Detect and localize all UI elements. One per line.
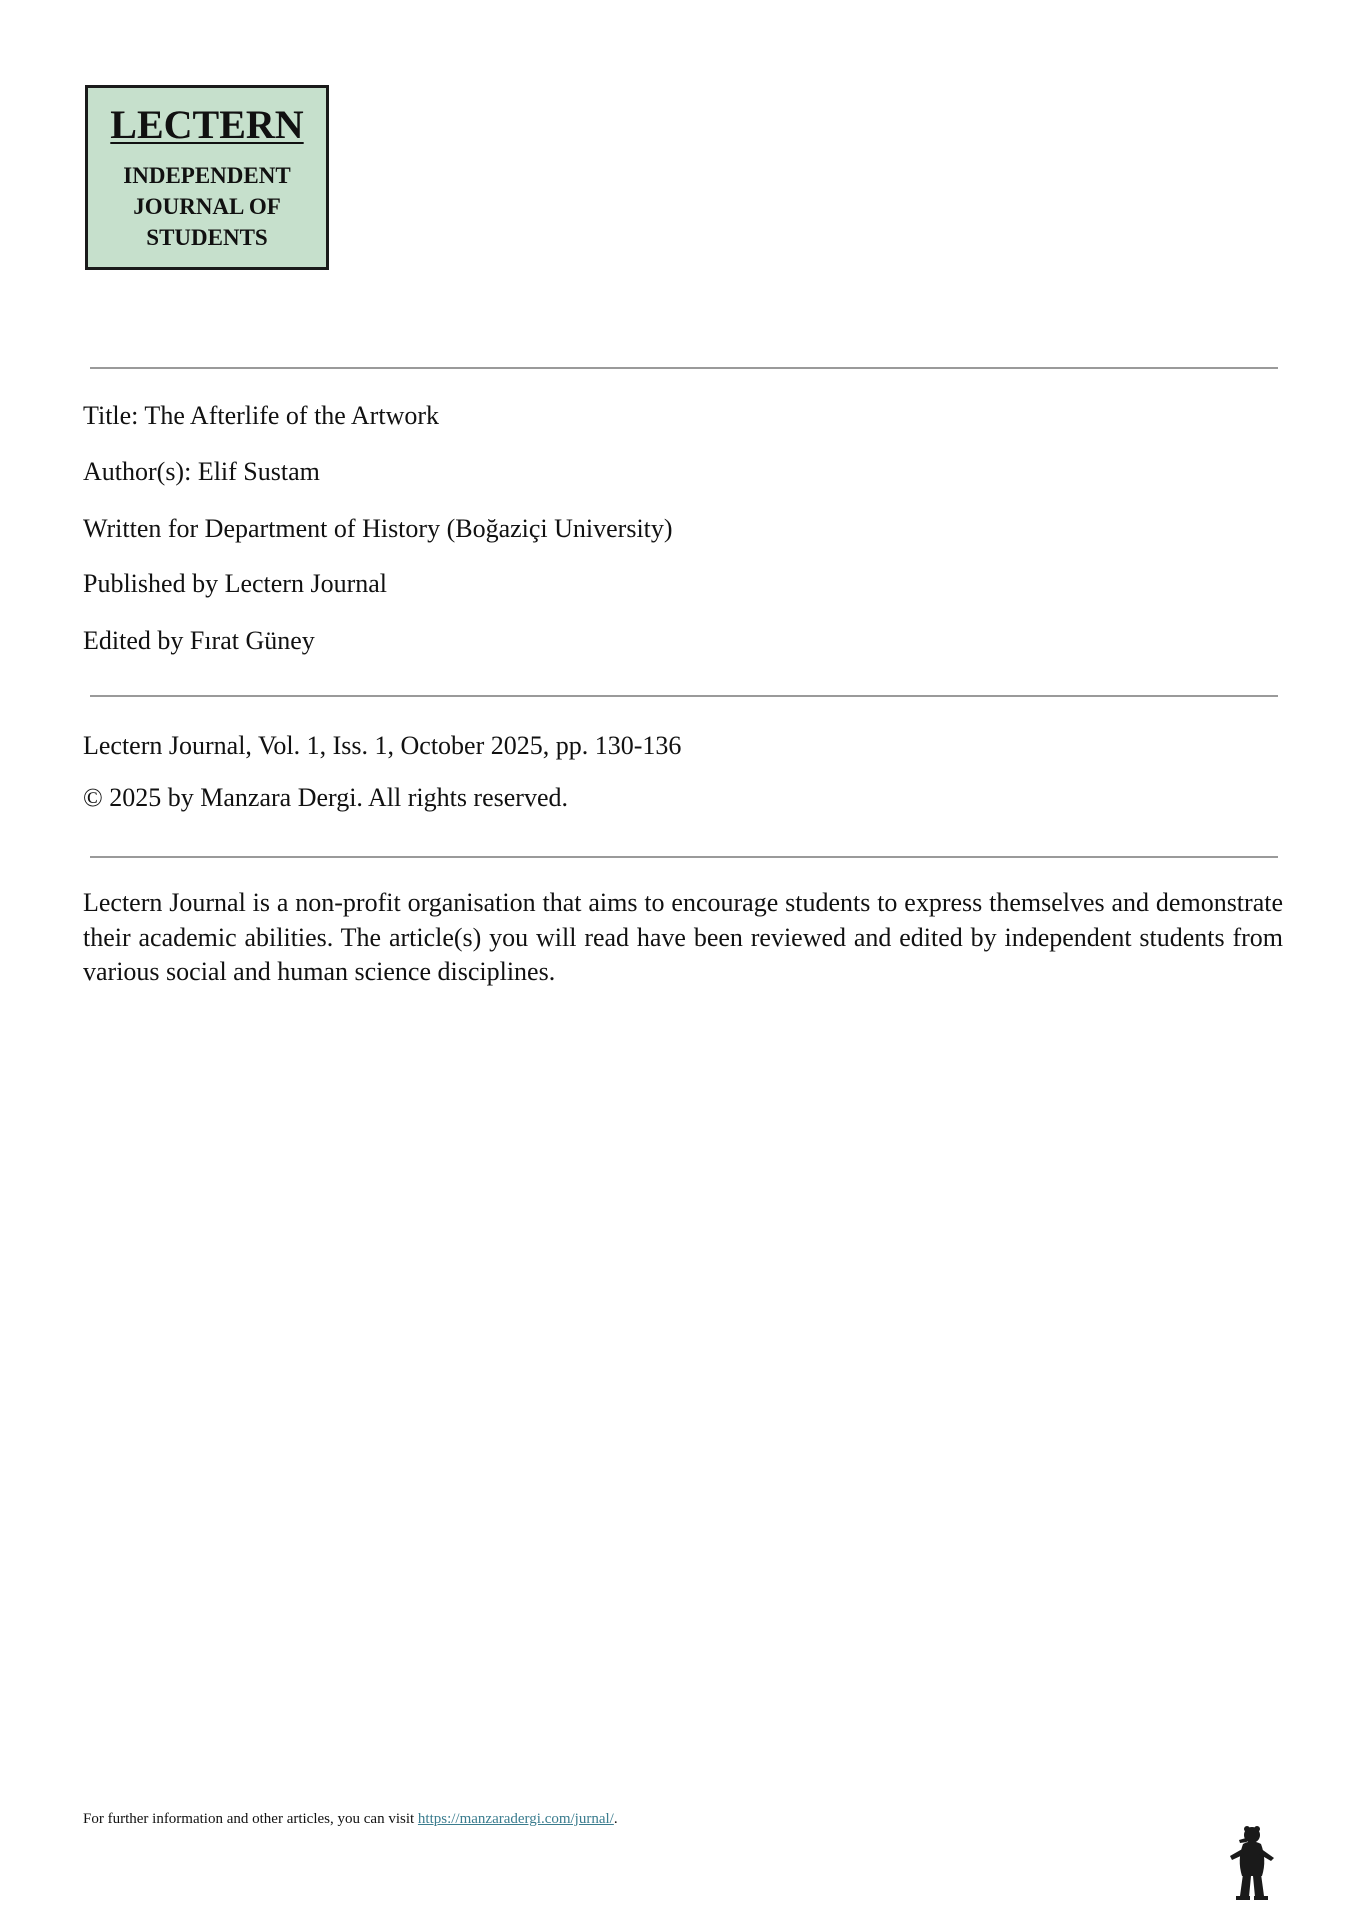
article-publisher: Published by Lectern Journal (83, 569, 387, 598)
logo-subtitle: INDEPENDENT JOURNAL OF STUDENTS (123, 163, 291, 250)
journal-logo (85, 85, 329, 270)
article-editor: Edited by Fırat Güney (83, 626, 315, 655)
footer-text: For further information and other articles, you can visit (83, 1811, 418, 1827)
footer-note (83, 1809, 618, 1829)
article-written-for: Written for Department of History (Boğaziçi University) (83, 514, 673, 543)
article-title: Title: The Afterlife of the Artwork (83, 401, 440, 430)
footer-suffix: . (613, 1811, 618, 1827)
divider-middle (90, 695, 1278, 697)
logo-title: LECTERN (110, 102, 304, 147)
article-authors: Author(s): Elif Sustam (83, 457, 320, 486)
divider-top (90, 367, 1278, 369)
journal-link[interactable]: https://manzaradergi.com/jurnal/ (417, 1811, 614, 1827)
citation-reference: Lectern Journal, Vol. 1, Iss. 1, October 2025, pp. 130-136 (83, 731, 682, 760)
copyright-notice: © 2025 by Manzara Dergi. All rights reserved. (83, 783, 568, 812)
standing-bear-icon (1222, 1822, 1282, 1902)
journal-description: Lectern Journal is a non-profit organisation that aims to encourage students to express themselves and demonstrate their academic abilities. The article(s) you will read have been reviewed and edited by independent students from various social and human science disciplines. (83, 888, 1283, 986)
divider-bottom (90, 856, 1278, 858)
